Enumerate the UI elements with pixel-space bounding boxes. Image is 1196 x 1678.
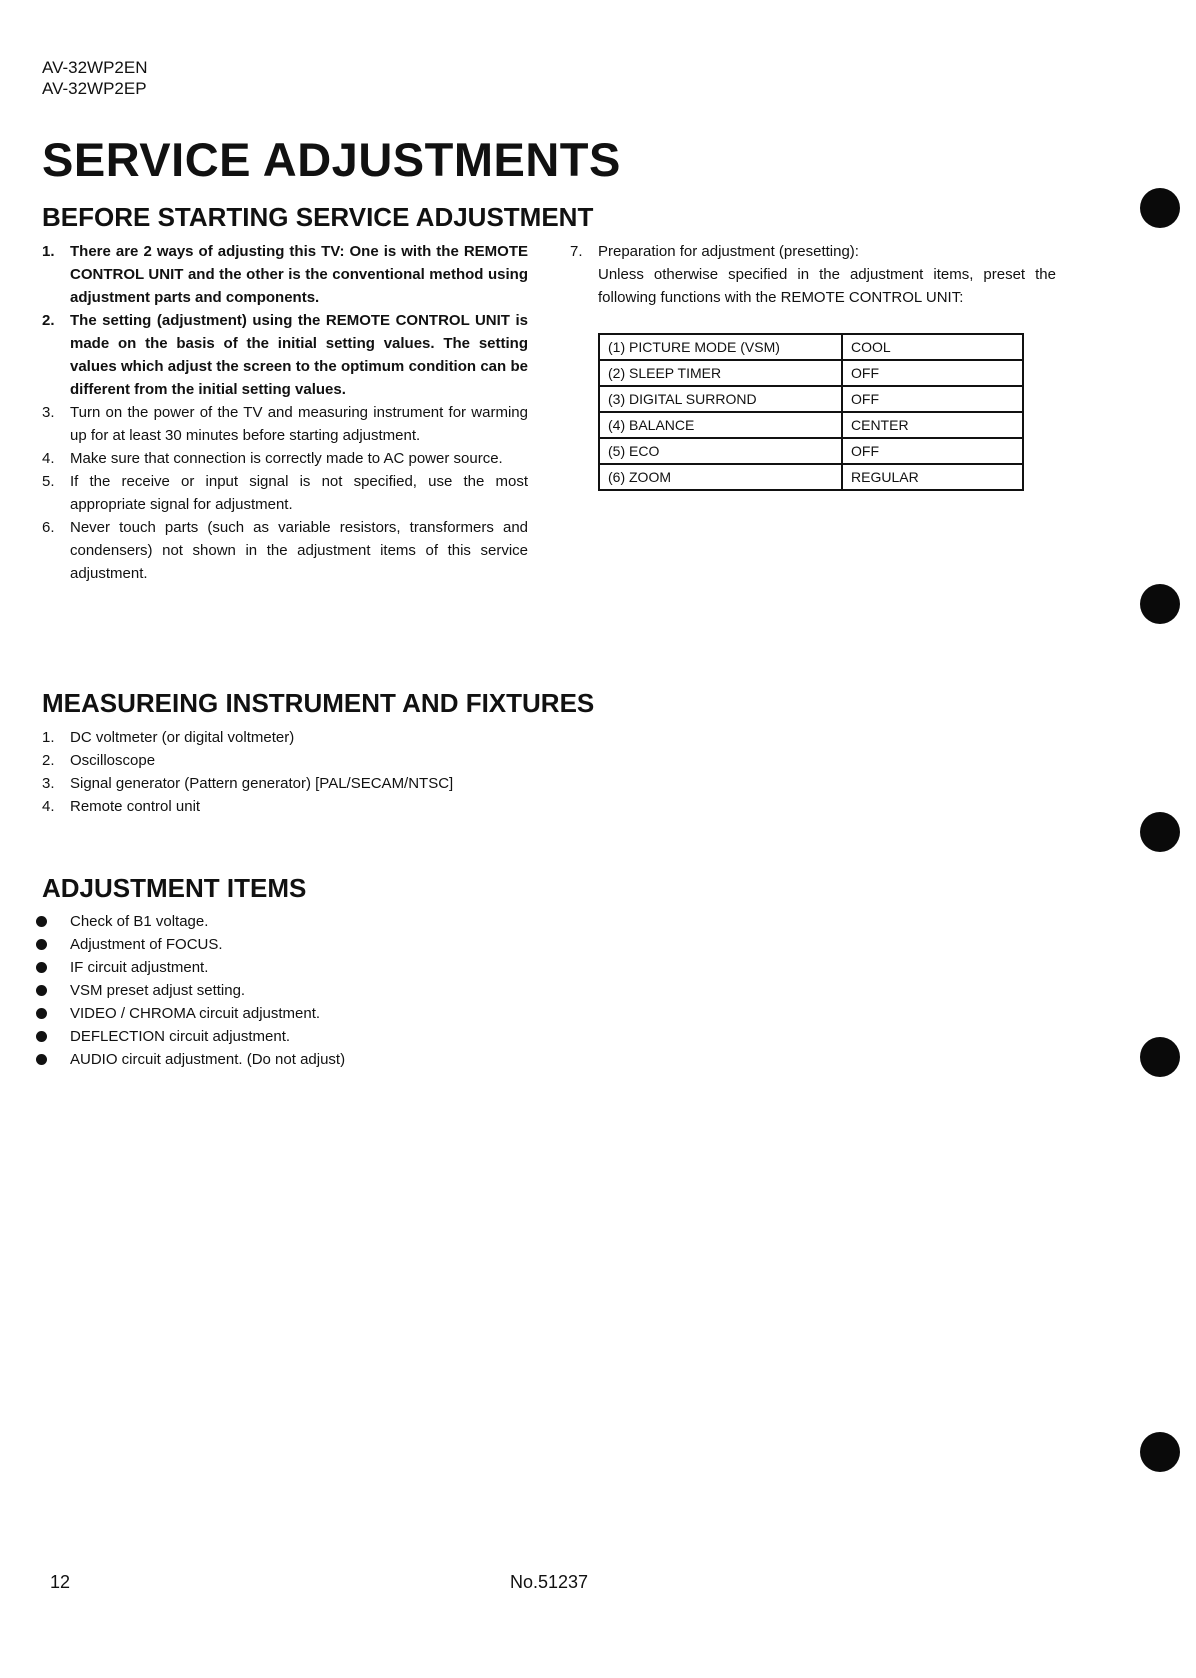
list-item <box>42 1002 642 1025</box>
adjustment-items-column <box>42 910 642 1071</box>
list-item <box>42 240 528 309</box>
instruments-list <box>42 726 642 818</box>
list-item <box>42 979 642 1002</box>
list-item <box>42 309 528 401</box>
list-item <box>42 1048 642 1071</box>
item-number: 1. <box>42 729 55 746</box>
item-text: Adjustment of FOCUS. <box>70 936 223 953</box>
item-number: 7. <box>570 243 583 260</box>
bullet-icon <box>36 939 47 950</box>
list-item <box>42 1025 642 1048</box>
preset-value: OFF <box>842 386 1023 412</box>
item-text: AUDIO circuit adjustment. (Do not adjust) <box>70 1051 346 1068</box>
punch-hole <box>1140 584 1180 624</box>
document-number: No.51237 <box>510 1572 589 1592</box>
list-item <box>42 795 642 818</box>
item-text: IF circuit adjustment. <box>70 959 209 976</box>
list-item <box>42 933 642 956</box>
item-number: 4. <box>42 798 55 815</box>
item-text: Never touch parts (such as variable resistors, transformers and condensers) not shown in the adjustment items of this service adjustment. <box>70 519 528 582</box>
list-item <box>42 516 528 585</box>
adjustment-items-heading: ADJUSTMENT ITEMS <box>42 873 307 903</box>
item-number: 5. <box>42 473 55 490</box>
item-text: DEFLECTION circuit adjustment. <box>70 1028 291 1045</box>
preset-table <box>598 333 1024 491</box>
punch-hole <box>1140 812 1180 852</box>
list-item <box>42 749 642 772</box>
before-starting-right-column <box>570 240 1056 309</box>
item-number: 4. <box>42 450 55 467</box>
bullet-icon <box>36 985 47 996</box>
preset-value: OFF <box>842 360 1023 386</box>
bullet-icon <box>36 1031 47 1042</box>
item-text: DC voltmeter (or digital voltmeter) <box>70 729 295 746</box>
item-7-title: Preparation for adjustment (presetting): <box>598 243 859 260</box>
table-row <box>599 386 1023 412</box>
item-number: 3. <box>42 404 55 421</box>
item-7-text: Unless otherwise specified in the adjustment items, preset the following functions with the REMOTE CONTROL UNIT: <box>598 266 1056 306</box>
preset-function: (5) ECO <box>599 438 842 464</box>
item-text: Remote control unit <box>70 798 201 815</box>
list-item <box>42 447 528 470</box>
punch-hole <box>1140 1037 1180 1077</box>
bullet-icon <box>36 1008 47 1019</box>
preset-function: (4) BALANCE <box>599 412 842 438</box>
preset-function: (6) ZOOM <box>599 464 842 490</box>
item-text: The setting (adjustment) using the REMOTE CONTROL UNIT is made on the basis of the initial setting values. The setting values which adjust the screen to the optimum condition can be different from the initial setting values. <box>70 312 528 398</box>
list-item <box>570 240 1056 263</box>
item-number: 3. <box>42 775 55 792</box>
table-row <box>599 334 1023 360</box>
table-row <box>599 464 1023 490</box>
item-number: 2. <box>42 312 55 329</box>
instruments-column <box>42 726 642 818</box>
item-text: Signal generator (Pattern generator) [PAL/SECAM/NTSC] <box>70 775 454 792</box>
before-starting-heading: BEFORE STARTING SERVICE ADJUSTMENT <box>42 202 594 232</box>
item-number: 1. <box>42 243 55 260</box>
bullet-icon <box>36 1054 47 1065</box>
item-text: Turn on the power of the TV and measuring instrument for warming up for at least 30 minutes before starting adjustment. <box>70 404 528 444</box>
list-item <box>42 956 642 979</box>
item-number: 6. <box>42 519 55 536</box>
preset-value: OFF <box>842 438 1023 464</box>
preset-value: CENTER <box>842 412 1023 438</box>
item-text: Make sure that connection is correctly made to AC power source. <box>70 450 503 467</box>
item-7 <box>570 240 1056 263</box>
list-item <box>42 772 642 795</box>
list-item <box>42 401 528 447</box>
bullet-icon <box>36 962 47 973</box>
item-text: Check of B1 voltage. <box>70 913 209 930</box>
table-row <box>599 438 1023 464</box>
bullet-icon <box>36 916 47 927</box>
table-row <box>599 360 1023 386</box>
item-text: VIDEO / CHROMA circuit adjustment. <box>70 1005 321 1022</box>
list-item <box>42 726 642 749</box>
preset-function: (2) SLEEP TIMER <box>599 360 842 386</box>
list-item <box>42 470 528 516</box>
before-starting-list <box>42 240 528 585</box>
page-number: 12 <box>50 1572 71 1592</box>
table-row <box>599 412 1023 438</box>
item-text: VSM preset adjust setting. <box>70 982 246 999</box>
punch-hole <box>1140 188 1180 228</box>
before-starting-left-column <box>42 240 528 585</box>
item-text: There are 2 ways of adjusting this TV: One is with the REMOTE CONTROL UNIT and the other is the conventional method using adjustment parts and components. <box>70 243 528 306</box>
model-number-1: AV-32WP2EN <box>42 58 148 77</box>
item-text: If the receive or input signal is not specified, use the most appropriate signal for adjustment. <box>70 473 528 513</box>
adjustment-items-list <box>42 910 642 1071</box>
preset-value: REGULAR <box>842 464 1023 490</box>
item-text: Oscilloscope <box>70 752 156 769</box>
model-number-2: AV-32WP2EP <box>42 79 147 98</box>
preset-value: COOL <box>842 334 1023 360</box>
instruments-heading: MEASUREING INSTRUMENT AND FIXTURES <box>42 688 595 718</box>
preset-function: (1) PICTURE MODE (VSM) <box>599 334 842 360</box>
page-title: SERVICE ADJUSTMENTS <box>42 133 621 186</box>
punch-hole <box>1140 1432 1180 1472</box>
list-item <box>42 910 642 933</box>
preset-function: (3) DIGITAL SURROND <box>599 386 842 412</box>
item-number: 2. <box>42 752 55 769</box>
